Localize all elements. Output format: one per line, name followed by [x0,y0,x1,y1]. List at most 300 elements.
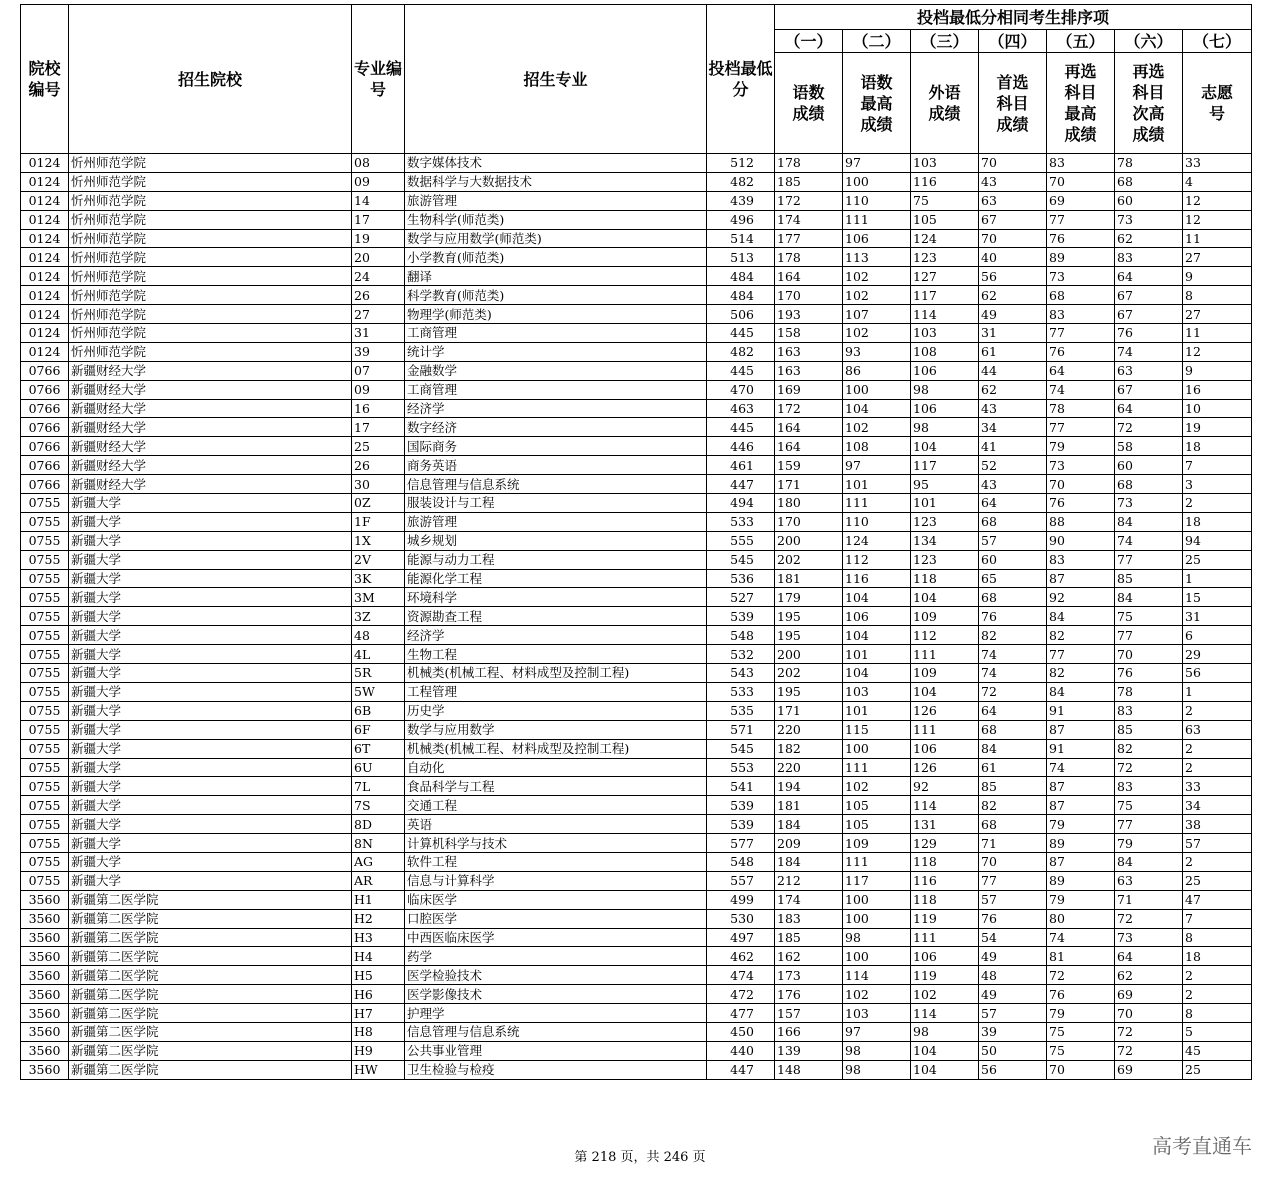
cell-major-name: 环境科学 [405,588,707,607]
cell-major-code: 31 [352,324,405,343]
cell-rank-1: 185 [775,928,843,947]
cell-rank-7: 6 [1183,626,1252,645]
cell-rank-6: 70 [1115,1004,1183,1023]
cell-major-name: 数据科学与大数据技术 [405,172,707,191]
cell-school-code: 0755 [21,796,69,815]
cell-rank-2: 111 [843,494,911,513]
cell-rank-5: 84 [1047,682,1115,701]
table-row [21,342,1252,361]
cell-min-score: 535 [707,701,775,720]
cell-min-score: 462 [707,947,775,966]
cell-major-code: H2 [352,909,405,928]
cell-rank-1: 148 [775,1060,843,1079]
table-row [21,210,1252,229]
table-row [21,229,1252,248]
cell-rank-7: 56 [1183,664,1252,683]
cell-major-name: 公共事业管理 [405,1041,707,1060]
cell-major-name: 城乡规划 [405,531,707,550]
table-row [21,720,1252,739]
cell-rank-2: 101 [843,701,911,720]
cell-rank-6: 77 [1115,550,1183,569]
cell-rank-7: 11 [1183,229,1252,248]
cell-rank-2: 114 [843,966,911,985]
cell-rank-6: 71 [1115,890,1183,909]
cell-major-code: 4L [352,645,405,664]
cell-rank-3: 95 [911,475,979,494]
cell-rank-5: 89 [1047,834,1115,853]
cell-rank-7: 38 [1183,815,1252,834]
cell-rank-6: 58 [1115,437,1183,456]
cell-min-score: 548 [707,852,775,871]
table-row [21,682,1252,701]
cell-school-code: 0755 [21,588,69,607]
cell-rank-7: 57 [1183,834,1252,853]
cell-rank-7: 31 [1183,607,1252,626]
cell-major-name: 小学教育(师范类) [405,248,707,267]
table-row [21,607,1252,626]
cell-rank-7: 25 [1183,550,1252,569]
cell-major-code: AG [352,852,405,871]
cell-rank-4: 43 [979,475,1047,494]
cell-school-name: 新疆大学 [69,720,352,739]
cell-major-name: 英语 [405,815,707,834]
cell-rank-2: 103 [843,1004,911,1023]
cell-rank-2: 106 [843,607,911,626]
cell-rank-2: 97 [843,154,911,173]
cell-rank-4: 65 [979,569,1047,588]
cell-rank-3: 123 [911,248,979,267]
cell-rank-3: 111 [911,645,979,664]
header-rank-item: 语数最高成绩 [843,53,911,154]
cell-rank-3: 111 [911,720,979,739]
cell-rank-1: 185 [775,172,843,191]
cell-major-name: 历史学 [405,701,707,720]
table-row [21,588,1252,607]
cell-rank-3: 131 [911,815,979,834]
header-ranking-group: 投档最低分相同考生排序项 [775,5,1252,30]
cell-rank-5: 89 [1047,871,1115,890]
cell-rank-3: 106 [911,739,979,758]
cell-major-code: 1F [352,512,405,531]
table-row [21,512,1252,531]
cell-school-name: 新疆第二医学院 [69,1041,352,1060]
cell-rank-7: 27 [1183,248,1252,267]
cell-rank-7: 8 [1183,928,1252,947]
cell-school-code: 0124 [21,342,69,361]
cell-rank-7: 9 [1183,267,1252,286]
cell-major-name: 信息管理与信息系统 [405,475,707,494]
cell-rank-3: 134 [911,531,979,550]
cell-school-code: 0755 [21,531,69,550]
cell-major-name: 翻译 [405,267,707,286]
cell-rank-4: 82 [979,796,1047,815]
cell-school-name: 新疆大学 [69,550,352,569]
cell-rank-6: 74 [1115,342,1183,361]
cell-rank-4: 62 [979,380,1047,399]
cell-rank-4: 56 [979,267,1047,286]
cell-school-name: 新疆第二医学院 [69,928,352,947]
cell-school-code: 0755 [21,852,69,871]
cell-major-code: 39 [352,342,405,361]
cell-rank-7: 2 [1183,739,1252,758]
cell-school-name: 忻州师范学院 [69,267,352,286]
cell-rank-5: 73 [1047,267,1115,286]
cell-major-code: 08 [352,154,405,173]
cell-rank-6: 62 [1115,966,1183,985]
cell-major-name: 信息与计算科学 [405,871,707,890]
cell-rank-1: 172 [775,399,843,418]
cell-rank-2: 105 [843,796,911,815]
cell-rank-3: 114 [911,305,979,324]
cell-rank-3: 98 [911,418,979,437]
cell-rank-1: 162 [775,947,843,966]
cell-min-score: 445 [707,324,775,343]
cell-rank-4: 52 [979,456,1047,475]
table-row [21,418,1252,437]
cell-rank-4: 85 [979,777,1047,796]
cell-rank-4: 70 [979,852,1047,871]
cell-min-score: 512 [707,154,775,173]
cell-rank-7: 33 [1183,154,1252,173]
cell-rank-7: 4 [1183,172,1252,191]
cell-major-code: 8D [352,815,405,834]
cell-rank-1: 174 [775,890,843,909]
cell-school-name: 新疆财经大学 [69,456,352,475]
cell-major-code: H4 [352,947,405,966]
cell-rank-2: 100 [843,380,911,399]
cell-major-code: 5W [352,682,405,701]
table-row [21,1022,1252,1041]
cell-rank-1: 195 [775,607,843,626]
cell-min-score: 496 [707,210,775,229]
cell-major-name: 自动化 [405,758,707,777]
cell-rank-2: 104 [843,626,911,645]
cell-school-name: 新疆大学 [69,569,352,588]
table-row [21,777,1252,796]
table-row [21,248,1252,267]
cell-school-code: 0755 [21,701,69,720]
cell-school-name: 新疆大学 [69,852,352,871]
cell-min-score: 494 [707,494,775,513]
cell-rank-6: 85 [1115,720,1183,739]
cell-rank-3: 126 [911,701,979,720]
cell-rank-6: 77 [1115,815,1183,834]
cell-major-code: 48 [352,626,405,645]
cell-school-code: 0124 [21,248,69,267]
cell-school-name: 新疆第二医学院 [69,1060,352,1079]
cell-rank-7: 12 [1183,210,1252,229]
cell-major-name: 药学 [405,947,707,966]
cell-rank-4: 43 [979,399,1047,418]
cell-rank-2: 116 [843,569,911,588]
cell-major-code: H7 [352,1004,405,1023]
cell-rank-2: 104 [843,664,911,683]
cell-rank-5: 70 [1047,475,1115,494]
cell-rank-1: 183 [775,909,843,928]
cell-rank-1: 139 [775,1041,843,1060]
cell-school-code: 0124 [21,229,69,248]
cell-rank-4: 68 [979,512,1047,531]
cell-min-score: 461 [707,456,775,475]
cell-min-score: 445 [707,361,775,380]
cell-rank-5: 82 [1047,664,1115,683]
cell-rank-6: 60 [1115,456,1183,475]
cell-rank-7: 2 [1183,494,1252,513]
cell-rank-4: 34 [979,418,1047,437]
cell-rank-1: 170 [775,286,843,305]
cell-rank-2: 100 [843,890,911,909]
cell-rank-5: 87 [1047,796,1115,815]
cell-school-name: 新疆大学 [69,682,352,701]
cell-rank-3: 111 [911,928,979,947]
cell-rank-4: 60 [979,550,1047,569]
cell-rank-7: 3 [1183,475,1252,494]
cell-rank-7: 8 [1183,286,1252,305]
cell-rank-6: 64 [1115,399,1183,418]
table-row [21,928,1252,947]
cell-rank-1: 166 [775,1022,843,1041]
cell-rank-4: 57 [979,531,1047,550]
cell-rank-4: 68 [979,588,1047,607]
cell-school-code: 3560 [21,1060,69,1079]
cell-major-name: 旅游管理 [405,512,707,531]
header-rank-item: 首选科目成绩 [979,53,1047,154]
cell-rank-2: 101 [843,645,911,664]
cell-rank-7: 45 [1183,1041,1252,1060]
cell-rank-7: 2 [1183,701,1252,720]
cell-school-name: 新疆大学 [69,815,352,834]
cell-min-score: 539 [707,815,775,834]
cell-rank-7: 2 [1183,758,1252,777]
cell-rank-3: 103 [911,324,979,343]
cell-school-name: 新疆第二医学院 [69,1022,352,1041]
cell-min-score: 439 [707,191,775,210]
cell-rank-7: 12 [1183,342,1252,361]
table-row [21,815,1252,834]
cell-school-code: 0124 [21,154,69,173]
cell-rank-6: 83 [1115,248,1183,267]
cell-major-code: 14 [352,191,405,210]
table-row [21,909,1252,928]
cell-major-code: H3 [352,928,405,947]
table-row [21,834,1252,853]
cell-school-name: 忻州师范学院 [69,154,352,173]
cell-rank-1: 184 [775,815,843,834]
cell-rank-6: 68 [1115,172,1183,191]
table-row [21,569,1252,588]
cell-rank-6: 78 [1115,154,1183,173]
cell-rank-1: 212 [775,871,843,890]
cell-rank-5: 70 [1047,172,1115,191]
cell-major-name: 机械类(机械工程、材料成型及控制工程) [405,739,707,758]
cell-rank-6: 67 [1115,380,1183,399]
cell-rank-1: 195 [775,682,843,701]
cell-school-code: 3560 [21,985,69,1004]
cell-major-code: 19 [352,229,405,248]
cell-rank-5: 87 [1047,852,1115,871]
cell-major-code: H9 [352,1041,405,1060]
cell-rank-2: 124 [843,531,911,550]
header-rank-item: 再选科目次高成绩 [1115,53,1183,154]
cell-rank-1: 194 [775,777,843,796]
cell-rank-7: 16 [1183,380,1252,399]
cell-rank-4: 41 [979,437,1047,456]
cell-rank-7: 34 [1183,796,1252,815]
cell-rank-5: 64 [1047,361,1115,380]
table-row [21,739,1252,758]
cell-major-code: H1 [352,890,405,909]
cell-school-code: 0124 [21,324,69,343]
cell-rank-6: 73 [1115,494,1183,513]
cell-rank-2: 102 [843,777,911,796]
cell-rank-1: 176 [775,985,843,1004]
cell-major-name: 信息管理与信息系统 [405,1022,707,1041]
cell-school-code: 0755 [21,682,69,701]
cell-rank-4: 68 [979,815,1047,834]
cell-school-name: 新疆大学 [69,777,352,796]
cell-rank-4: 70 [979,229,1047,248]
cell-rank-7: 94 [1183,531,1252,550]
cell-major-code: H8 [352,1022,405,1041]
header-rank-item: 再选科目最高成绩 [1047,53,1115,154]
cell-rank-2: 98 [843,928,911,947]
cell-rank-7: 29 [1183,645,1252,664]
cell-rank-1: 181 [775,796,843,815]
cell-rank-3: 109 [911,607,979,626]
cell-major-code: 3Z [352,607,405,626]
cell-rank-1: 172 [775,191,843,210]
cell-min-score: 555 [707,531,775,550]
cell-school-code: 0766 [21,380,69,399]
cell-major-name: 统计学 [405,342,707,361]
cell-rank-7: 19 [1183,418,1252,437]
cell-rank-2: 104 [843,588,911,607]
cell-min-score: 506 [707,305,775,324]
table-row [21,871,1252,890]
cell-rank-1: 173 [775,966,843,985]
cell-min-score: 577 [707,834,775,853]
cell-rank-7: 1 [1183,682,1252,701]
cell-min-score: 484 [707,286,775,305]
cell-rank-2: 109 [843,834,911,853]
cell-rank-1: 178 [775,248,843,267]
cell-school-code: 0124 [21,191,69,210]
cell-rank-3: 104 [911,1060,979,1079]
cell-major-name: 工商管理 [405,324,707,343]
cell-rank-7: 1 [1183,569,1252,588]
cell-rank-5: 87 [1047,777,1115,796]
cell-min-score: 545 [707,739,775,758]
cell-school-code: 0124 [21,172,69,191]
cell-min-score: 497 [707,928,775,947]
cell-rank-5: 88 [1047,512,1115,531]
cell-major-code: 09 [352,380,405,399]
header-rank-label: （一） [775,30,843,53]
cell-rank-6: 85 [1115,569,1183,588]
cell-rank-2: 101 [843,475,911,494]
cell-min-score: 571 [707,720,775,739]
cell-rank-3: 112 [911,626,979,645]
cell-rank-3: 129 [911,834,979,853]
header-major-name: 招生专业 [405,5,707,154]
cell-school-code: 0755 [21,777,69,796]
cell-major-name: 数学与应用数学 [405,720,707,739]
cell-rank-1: 180 [775,494,843,513]
cell-rank-6: 78 [1115,682,1183,701]
cell-rank-2: 102 [843,418,911,437]
header-rank-item: 志愿号 [1183,53,1252,154]
cell-major-code: 25 [352,437,405,456]
cell-rank-5: 75 [1047,1022,1115,1041]
cell-school-name: 新疆大学 [69,758,352,777]
cell-rank-6: 84 [1115,512,1183,531]
cell-school-name: 新疆大学 [69,607,352,626]
cell-school-code: 3560 [21,1041,69,1060]
cell-min-score: 536 [707,569,775,588]
cell-rank-5: 77 [1047,324,1115,343]
cell-rank-2: 117 [843,871,911,890]
cell-rank-1: 163 [775,342,843,361]
cell-major-code: H5 [352,966,405,985]
cell-school-code: 0124 [21,210,69,229]
cell-rank-2: 113 [843,248,911,267]
cell-rank-3: 98 [911,380,979,399]
cell-school-code: 0766 [21,437,69,456]
cell-major-code: HW [352,1060,405,1079]
cell-school-name: 新疆第二医学院 [69,985,352,1004]
cell-min-score: 543 [707,664,775,683]
cell-school-name: 新疆第二医学院 [69,966,352,985]
cell-school-code: 0766 [21,399,69,418]
cell-rank-4: 64 [979,494,1047,513]
page-footer: 第 218 页，共 246 页 [574,1150,706,1165]
cell-rank-1: 163 [775,361,843,380]
header-school-name: 招生院校 [69,5,352,154]
cell-major-name: 商务英语 [405,456,707,475]
cell-rank-3: 75 [911,191,979,210]
cell-rank-6: 76 [1115,664,1183,683]
cell-major-code: 7S [352,796,405,815]
cell-major-code: 16 [352,399,405,418]
cell-rank-3: 92 [911,777,979,796]
cell-min-score: 530 [707,909,775,928]
cell-major-name: 国际商务 [405,437,707,456]
cell-rank-2: 86 [843,361,911,380]
cell-rank-2: 98 [843,1060,911,1079]
cell-major-code: 3M [352,588,405,607]
table-row [21,361,1252,380]
cell-rank-3: 117 [911,456,979,475]
cell-rank-6: 72 [1115,909,1183,928]
cell-rank-4: 31 [979,324,1047,343]
header-rank-label: （三） [911,30,979,53]
cell-rank-6: 73 [1115,928,1183,947]
cell-school-name: 新疆大学 [69,645,352,664]
cell-school-name: 忻州师范学院 [69,324,352,343]
cell-rank-4: 49 [979,985,1047,1004]
cell-rank-4: 63 [979,191,1047,210]
header-rank-label: （二） [843,30,911,53]
cell-major-name: 中西医临床医学 [405,928,707,947]
cell-school-name: 忻州师范学院 [69,191,352,210]
cell-major-name: 医学检验技术 [405,966,707,985]
cell-rank-5: 79 [1047,437,1115,456]
cell-school-code: 0755 [21,550,69,569]
cell-rank-3: 114 [911,796,979,815]
cell-rank-7: 11 [1183,324,1252,343]
cell-rank-6: 76 [1115,324,1183,343]
cell-rank-5: 77 [1047,210,1115,229]
